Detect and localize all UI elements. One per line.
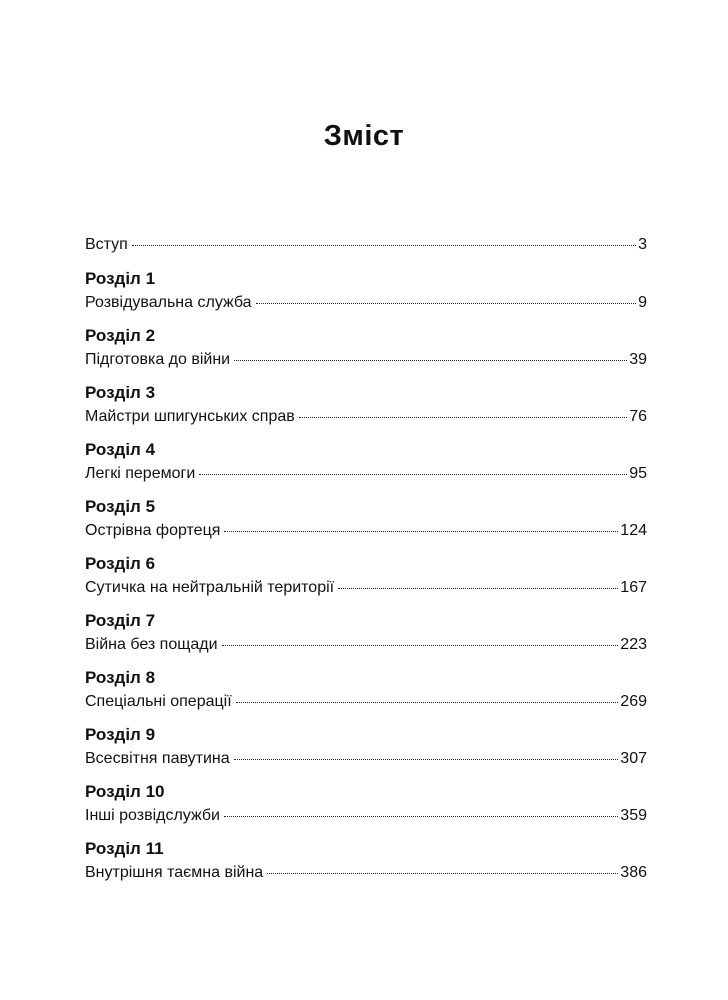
toc-entry: [85, 520, 647, 542]
section-heading: Розділ 4: [85, 440, 156, 459]
toc-entry-title: Сутичка на нейтральній території: [85, 579, 335, 596]
dot-leader: [236, 702, 619, 703]
toc-entry-title: Підготовка до війни: [85, 351, 231, 368]
toc-entry-title: Внутрішня таємна війна: [85, 864, 264, 881]
toc-entry: [85, 406, 647, 428]
dot-leader: [267, 873, 618, 874]
toc-entry: [85, 463, 647, 485]
toc-section: [85, 608, 647, 656]
section-heading: Розділ 11: [85, 839, 164, 858]
toc-entry: [85, 748, 647, 770]
toc-section: [85, 266, 647, 314]
toc-entry-title: Легкі перемоги: [85, 465, 196, 482]
toc-entry: [85, 292, 647, 314]
toc-section: [85, 494, 647, 542]
section-heading: Розділ 1: [85, 269, 156, 288]
section-heading: Розділ 9: [85, 725, 156, 744]
toc-entry-title: Вступ: [85, 236, 128, 253]
section-heading: Розділ 10: [85, 782, 165, 801]
section-heading: Розділ 2: [85, 326, 156, 345]
toc-entry-title: Розвідувальна служба: [85, 294, 252, 311]
toc-entry: [85, 691, 647, 713]
toc-section: [85, 551, 647, 599]
toc-entry-page: 95: [629, 465, 647, 482]
toc-entry-page: 3: [638, 236, 647, 253]
toc-section: [85, 779, 647, 827]
toc-entry-title: Всесвітня павутина: [85, 750, 230, 767]
toc-entry-title: Спеціальні операції: [85, 693, 232, 710]
toc-entry-page: 76: [629, 408, 647, 425]
toc-entry-page: 269: [620, 693, 647, 710]
toc-section: [85, 722, 647, 770]
toc-entry-title: Війна без пощади: [85, 636, 218, 653]
section-heading: Розділ 7: [85, 611, 156, 630]
toc-entry-intro: [85, 234, 647, 256]
toc-section: [85, 437, 647, 485]
toc-section: [85, 665, 647, 713]
toc-section: [85, 323, 647, 371]
toc-section: [85, 380, 647, 428]
table-of-contents: [85, 234, 647, 893]
toc-entry-title: Майстри шпигунських справ: [85, 408, 295, 425]
toc-entry: [85, 577, 647, 599]
section-heading: Розділ 6: [85, 554, 156, 573]
dot-leader: [222, 645, 619, 646]
dot-leader: [256, 303, 637, 304]
toc-entry-page: 223: [620, 636, 647, 653]
section-heading: Розділ 8: [85, 668, 156, 687]
toc-entry-title: Острівна фортеця: [85, 522, 221, 539]
dot-leader: [234, 360, 627, 361]
toc-entry-page: 9: [638, 294, 647, 311]
toc-entry: [85, 805, 647, 827]
section-heading: Розділ 3: [85, 383, 156, 402]
section-heading: Розділ 5: [85, 497, 156, 516]
dot-leader: [199, 474, 627, 475]
toc-entry: [85, 634, 647, 656]
toc-entry-page: 307: [620, 750, 647, 767]
toc-entry-page: 39: [629, 351, 647, 368]
toc-entry-page: 359: [620, 807, 647, 824]
dot-leader: [224, 816, 618, 817]
dot-leader: [299, 417, 627, 418]
toc-entry-title: Інші розвідслужби: [85, 807, 220, 824]
dot-leader: [338, 588, 618, 589]
dot-leader: [224, 531, 618, 532]
toc-entry: [85, 349, 647, 371]
toc-entry-page: 386: [620, 864, 647, 881]
toc-entry: [85, 862, 647, 884]
dot-leader: [234, 759, 619, 760]
dot-leader: [132, 245, 636, 246]
toc-entry-page: 124: [620, 522, 647, 539]
toc-section: [85, 836, 647, 884]
page-title: Зміст: [323, 120, 405, 152]
toc-entry-page: 167: [620, 579, 647, 596]
